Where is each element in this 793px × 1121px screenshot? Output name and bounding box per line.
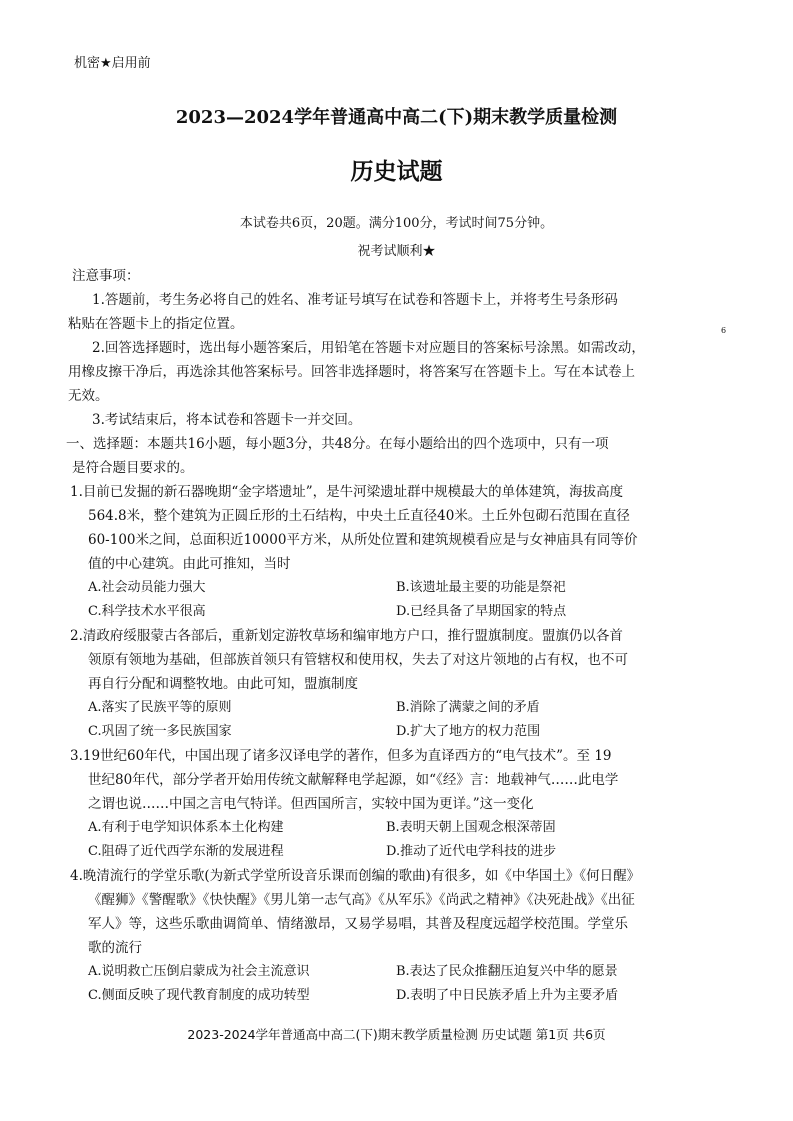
note-1-line-1: 1.答题前，考生务必将自己的姓名、准考证号填写在试卷和答题卡上，并将考生号条形码 (92, 292, 618, 308)
page-footer: 2023-2024学年普通高中高二(下)期末教学质量检测 历史试题 第1页 共6页 (187, 1027, 606, 1042)
question-3-option-a: A.有利于电学知识体系本土化构建 (88, 820, 284, 835)
question-4-option-b: B.表达了民众推翻压迫复兴中华的愿景 (396, 964, 618, 979)
question-1-option-d: D.已经具备了早期国家的特点 (396, 604, 567, 619)
subject-title: 历史试题 (350, 158, 443, 185)
question-4-line-1: 4.晚清流行的学堂乐歌(为新式学堂所设音乐课而创编的歌曲)有很多，如《中华国土》《何日醒》 (70, 868, 641, 884)
question-1-line-3: 60-100米之间，总面积近10000平方米，从所处位置和建筑规模看应是与女神庙具有同等价 (88, 532, 638, 548)
note-2-line-2: 用橡皮擦干净后，再选涂其他答案标号。回答非选择题时，将答案写在答题卡上。写在本试卷上 (68, 364, 635, 380)
exam-info: 本试卷共6页，20题。满分100分，考试时间75分钟。 (239, 216, 554, 231)
question-3-option-d: D.推动了近代电学科技的进步 (386, 844, 557, 859)
question-2-option-a: A.落实了民族平等的原则 (88, 700, 232, 715)
question-3-option-b: B.表明天朝上国观念根深蒂固 (386, 820, 556, 835)
note-2-line-3: 无效。 (68, 388, 109, 404)
note-3: 3.考试结束后，将本试卷和答题卡一并交回。 (92, 412, 362, 428)
question-1-line-2: 564.8米，整个建筑为正圆丘形的土石结构，中央土丘直径40米。土丘外包砌石范围在直径 (88, 508, 630, 524)
question-2-line-3: 再自行分配和调整牧地。由此可知，盟旗制度 (88, 676, 358, 692)
question-2-line-2: 领原有领地为基础，但部族首领只有管辖权和使用权，失去了对这片领地的占有权，也不可 (88, 652, 628, 668)
note-1-line-2: 粘贴在答题卡上的指定位置。 (68, 316, 244, 332)
question-1-line-4: 值的中心建筑。由此可推知，当时 (88, 556, 291, 572)
question-3-line-1: 3.19世纪60年代，中国出现了诸多汉译电学的著作，但多为直译西方的“电气技术”。至 19 (70, 748, 612, 764)
question-2-option-b: B.消除了满蒙之间的矛盾 (396, 700, 540, 715)
good-luck-line: 祝考试顺利★ (357, 244, 436, 259)
margin-mark: 6 (721, 326, 727, 335)
question-4-line-4: 歌的流行 (88, 940, 142, 956)
section-heading-line-2: 是符合题目要求的。 (72, 460, 194, 476)
confidential-label: 机密★启用前 (74, 56, 151, 71)
question-3-line-2: 世纪80年代，部分学者开始用传统文献解释电学起源，如“《经》言：地载神气……此电学 (88, 772, 619, 788)
question-3-line-3: 之谓也说……中国之言电气特详。但西国所言，实较中国为更详。”这一变化 (88, 796, 534, 812)
notes-heading: 注意事项： (72, 268, 140, 284)
section-heading-line-1: 一、选择题：本题共16小题，每小题3分，共48分。在每小题给出的四个选项中，只有一项 (66, 436, 609, 452)
question-1-option-b: B.该遗址最主要的功能是祭祀 (396, 580, 566, 595)
question-1-line-1: 1.目前已发掘的新石器晚期“金字塔遗址”，是牛河梁遗址群中规模最大的单体建筑，海拔高度 (70, 484, 624, 500)
question-4-option-c: C.侧面反映了现代教育制度的成功转型 (88, 988, 310, 1003)
question-2-option-c: C.巩固了统一多民族国家 (88, 724, 232, 739)
question-1-option-a: A.社会动员能力强大 (88, 580, 206, 595)
question-3-option-c: C.阻碍了近代西学东渐的发展进程 (88, 844, 284, 859)
note-2-line-1: 2.回答选择题时，选出每小题答案后，用铅笔在答题卡对应题目的答案标号涂黑。如需改动， (92, 340, 645, 356)
exam-title: 2023—2024学年普通高中高二(下)期末教学质量检测 (175, 107, 618, 128)
question-2-option-d: D.扩大了地方的权力范围 (396, 724, 541, 739)
question-4-line-3: 军人》等，这些乐歌曲调简单、情绪激昂，又易学易唱，其普及程度远超学校范围。学堂乐 (88, 916, 628, 932)
question-4-line-2: 《醒狮》《警醒歌》《快快醒》《男儿第一志气高》《从军乐》《尚武之精神》《决死赴战》《出征 (88, 892, 635, 908)
question-4-option-d: D.表明了中日民族矛盾上升为主要矛盾 (396, 988, 619, 1003)
question-2-line-1: 2.清政府绥服蒙古各部后，重新划定游牧草场和编审地方户口，推行盟旗制度。盟旗仍以各首 (70, 628, 623, 644)
question-4-option-a: A.说明救亡压倒启蒙成为社会主流意识 (88, 964, 310, 979)
question-1-option-c: C.科学技术水平很高 (88, 604, 206, 619)
